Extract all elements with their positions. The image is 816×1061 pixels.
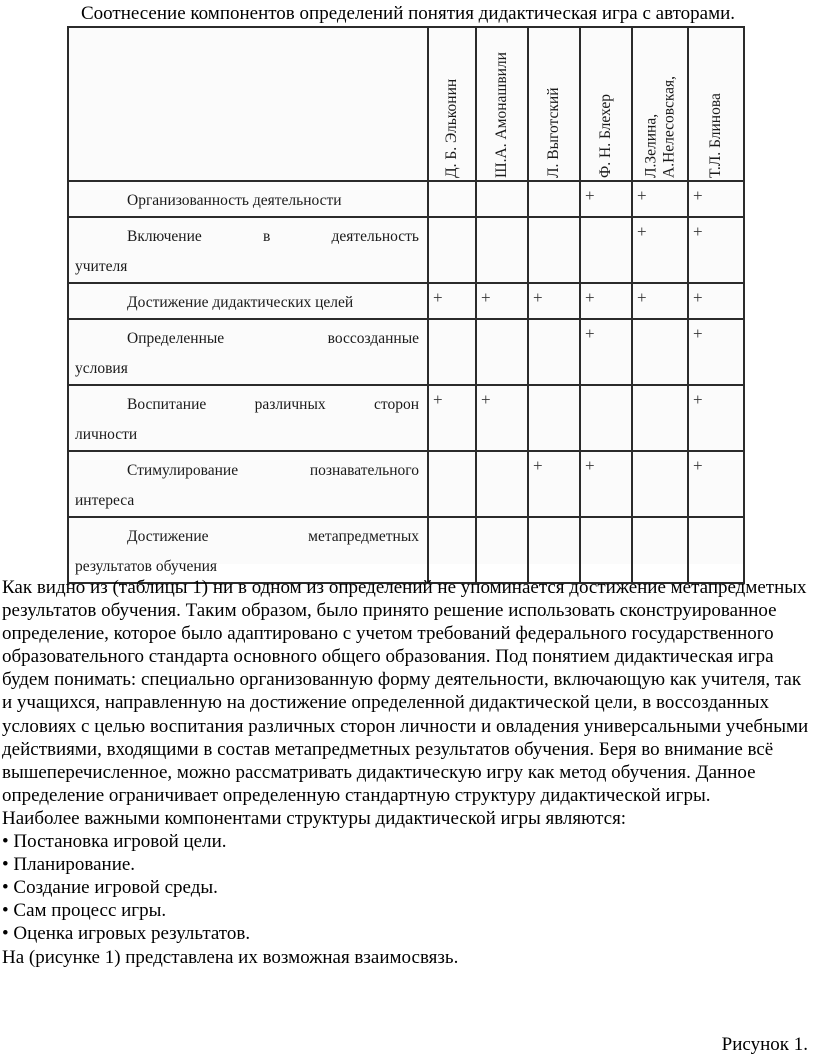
comparison-table-image xyxy=(67,26,743,575)
list-intro: Наиболее важными компонентами структуры дидактической игры являются: xyxy=(2,807,627,829)
mark-cell xyxy=(632,517,688,583)
mark-cell: + xyxy=(688,217,744,283)
table-title: Соотнесение компонентов определений понятия дидактическая игра с авторами. xyxy=(80,3,736,24)
mark-cell xyxy=(528,319,580,385)
mark-cell xyxy=(428,451,476,517)
mark-cell: + xyxy=(632,181,688,217)
criterion-cell xyxy=(68,319,428,385)
mark-cell xyxy=(528,517,580,583)
mark-cell xyxy=(632,451,688,517)
mark-cell xyxy=(428,517,476,583)
mark-cell xyxy=(476,451,528,517)
criterion-word: воссозданные xyxy=(327,330,419,347)
list-item: • Постановка игровой цели. xyxy=(2,831,227,853)
criterion-continuation: условия xyxy=(75,360,128,377)
mark-cell xyxy=(632,385,688,451)
author-header: Л.Зелина, А.Нелесовская, xyxy=(632,27,688,181)
mark-cell: + xyxy=(632,217,688,283)
criterion-word: Достижение xyxy=(127,528,209,545)
table-row xyxy=(68,181,744,217)
comparison-table xyxy=(67,26,745,584)
mark-cell: + xyxy=(688,319,744,385)
table-row xyxy=(68,517,744,583)
mark-cell xyxy=(580,217,632,283)
mark-cell: + xyxy=(580,283,632,319)
criterion-continuation: личности xyxy=(75,426,138,443)
mark-cell: + xyxy=(632,283,688,319)
mark-cell xyxy=(476,319,528,385)
list-item: • Планирование. xyxy=(2,854,136,876)
author-header: Л. Выготский xyxy=(528,27,580,181)
list-item: • Создание игровой среды. xyxy=(2,877,218,899)
table-row xyxy=(68,451,744,517)
mark-cell: + xyxy=(580,451,632,517)
list-item: • Оценка игровых результатов. xyxy=(2,923,251,945)
mark-cell: + xyxy=(580,319,632,385)
closing-sentence: На (рисунке 1) представлена их возможная взаимосвязь. xyxy=(2,946,459,968)
criterion-continuation: результатов обучения xyxy=(75,558,218,575)
mark-cell xyxy=(428,181,476,217)
mark-cell xyxy=(632,319,688,385)
header-empty-cell xyxy=(68,27,428,181)
mark-cell xyxy=(428,319,476,385)
mark-cell: + xyxy=(688,451,744,517)
criterion-word: Определенные xyxy=(127,330,225,347)
mark-cell xyxy=(528,385,580,451)
criterion-word: Включение xyxy=(127,228,202,245)
criterion-word: Воспитание xyxy=(127,396,207,413)
header-row xyxy=(68,27,744,181)
mark-cell: + xyxy=(476,283,528,319)
table-row xyxy=(68,319,744,385)
mark-cell xyxy=(476,217,528,283)
author-header: Ш.А. Амонашвили xyxy=(476,27,528,181)
mark-cell xyxy=(580,517,632,583)
criterion-word: Достижение дидактических целей xyxy=(127,294,354,311)
mark-cell: + xyxy=(528,451,580,517)
mark-cell xyxy=(528,181,580,217)
criterion-word: Организованность деятельности xyxy=(127,192,342,209)
mark-cell: + xyxy=(580,181,632,217)
criterion-word: в xyxy=(262,228,271,245)
author-header: Т.Л. Блинова xyxy=(688,27,744,181)
figure-caption: Рисунок 1. xyxy=(721,1034,808,1055)
author-header: Д. Б. Эльконин xyxy=(428,27,476,181)
mark-cell xyxy=(476,517,528,583)
criterion-continuation: интереса xyxy=(75,492,135,509)
criterion-continuation: учителя xyxy=(75,258,128,275)
mark-cell: + xyxy=(428,385,476,451)
mark-cell: + xyxy=(428,283,476,319)
mark-cell xyxy=(580,385,632,451)
mark-cell xyxy=(428,217,476,283)
table-row xyxy=(68,283,744,319)
author-header: Ф. Н. Блехер xyxy=(580,27,632,181)
mark-cell: + xyxy=(688,385,744,451)
mark-cell xyxy=(528,217,580,283)
criterion-cell xyxy=(68,181,428,217)
criterion-word: сторон xyxy=(374,396,419,413)
paragraph: Как видно из (таблицы 1) ни в одном из определений не упоминается достижение метапредметных результатов обучения. Таким образом, было принято решение использовать сконструированное определение, которое было адаптировано с учетом требований федерального государственного образовательного стандарта основного общего образования. Под понятием дидактическая игра будем понимать: специально организованную форму деятельности, включающую как учителя, так и учащихся, направленную на достижение определенной дидактической цели, в воссозданных условиях с целью воспитания различных сторон личности и овладения универсальными учебными действиями, входящими в состав метапредметных результатов обучения. Беря во внимание всё вышеперечисленное, можно рассматривать дидактическую игру как метод обучения. Данное определение ограничивает определенную стандартную структуру дидактической игры. xyxy=(2,577,809,806)
list-item: • Сам процесс игры. xyxy=(2,900,167,922)
criterion-word: познавательного xyxy=(309,462,419,479)
criterion-word: метапредметных xyxy=(308,528,419,545)
criterion-word: различных xyxy=(254,396,326,413)
criterion-cell xyxy=(68,451,428,517)
mark-cell: + xyxy=(528,283,580,319)
table-row xyxy=(68,385,744,451)
mark-cell xyxy=(476,181,528,217)
criterion-cell xyxy=(68,283,428,319)
mark-cell xyxy=(688,517,744,583)
body-text xyxy=(2,576,814,969)
mark-cell: + xyxy=(476,385,528,451)
mark-cell: + xyxy=(688,283,744,319)
criterion-cell xyxy=(68,217,428,283)
mark-cell: + xyxy=(688,181,744,217)
criterion-word: деятельность xyxy=(331,228,419,245)
criterion-cell xyxy=(68,517,428,583)
criterion-cell xyxy=(68,385,428,451)
table-row xyxy=(68,217,744,283)
criterion-word: Стимулирование xyxy=(127,462,239,479)
